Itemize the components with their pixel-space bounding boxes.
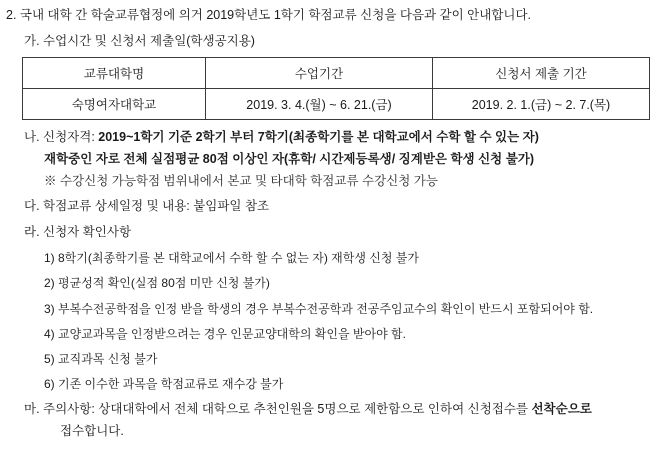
section-na-prefix: 나. 신청자격: xyxy=(24,129,99,144)
section-heading-da: 다. 학점교류 상세일정 및 내용: 붙임파일 참조 xyxy=(24,199,270,214)
table-header-university: 교류대학명 xyxy=(23,57,206,88)
table-header-class-period: 수업기간 xyxy=(206,57,433,88)
list-item: 1) 8학기(최종학기를 본 대학교에서 수학 할 수 없는 자) 재학생 신청 불가 xyxy=(44,251,419,266)
cell-class-period: 2019. 3. 4.(월) ~ 6. 21.(금) xyxy=(206,88,433,119)
document-page xyxy=(0,7,657,461)
section-ma-line1 xyxy=(24,401,657,418)
list-item: 4) 교양교과목을 인정받으려는 경우 인문교양대학의 확인을 받아야 함. xyxy=(44,326,406,341)
list-item: 3) 부복수전공학점을 인정 받을 학생의 경우 부복수전공학과 전공주임교수의 확인이 반드시 포함되어야 함. xyxy=(44,301,594,316)
section-ma-bold: 선착순으로 xyxy=(531,402,592,417)
section-ma-prefix: 마. 주의사항: 상대대학에서 전체 대학으로 추천인원을 5명으로 제한함으로 인하여 신청접수를 xyxy=(24,402,532,417)
list-item: 2) 평균성적 확인(실점 80점 미만 신청 불가) xyxy=(44,276,270,291)
table-header-row xyxy=(23,57,650,88)
table-row xyxy=(23,88,650,119)
table-header-application-period: 신청서 제출 기간 xyxy=(433,57,650,88)
schedule-table xyxy=(22,57,650,120)
section-na-note: ※ 수강신청 가능학점 범위내에서 본교 및 타대학 학점교류 수강신청 가능 xyxy=(44,173,438,188)
cell-university: 숙명여자대학교 xyxy=(23,88,206,119)
list-item: 5) 교직과목 신청 불가 xyxy=(44,351,158,366)
section-heading-ga: 가. 수업시간 및 신청서 제출일(학생공지용) xyxy=(24,33,255,48)
section-na-line2: 재학중인 자로 전체 실점평균 80점 이상인 자(휴학/ 시간제등록생/ 징계받은 학생 신청 불가) xyxy=(44,151,535,166)
section-ma-line2: 접수합니다. xyxy=(60,424,124,439)
section-heading-ra: 라. 신청자 확인사항 xyxy=(24,225,132,240)
section-na-line1 xyxy=(24,129,657,146)
cell-application-period: 2019. 2. 1.(금) ~ 2. 7.(목) xyxy=(433,88,650,119)
section-na-qualification-bold: 2019~1학기 기준 2학기 부터 7학기(최종학기를 본 대학교에서 수학 할 수 있는 자) xyxy=(98,129,539,144)
list-item: 6) 기존 이수한 과목을 학점교류로 재수강 불가 xyxy=(44,377,284,392)
intro-paragraph: 2. 국내 대학 간 학술교류협정에 의거 2019학년도 1학기 학점교류 신청을 다음과 같이 안내합니다. xyxy=(6,8,532,22)
